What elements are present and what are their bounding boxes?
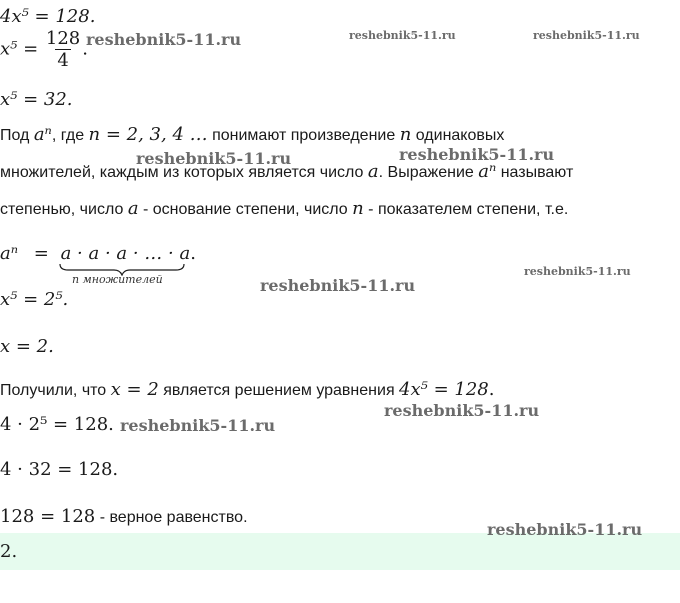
equation-3 <box>0 89 73 110</box>
equation-6 <box>0 414 114 435</box>
eq1-text: 4x⁵ = 128. <box>0 6 96 27</box>
def2-c: . Выражение <box>378 164 479 181</box>
check-b: x = 2 <box>110 379 159 400</box>
eq2-end: . <box>82 38 88 60</box>
watermark: reshebnik5-11.ru <box>487 520 643 539</box>
check-c: является решением уравнения <box>158 382 400 399</box>
def2-e: называют <box>496 164 574 181</box>
def3-e: - показателем степени, т.е. <box>363 201 569 218</box>
equation-8 <box>0 506 248 527</box>
fraction <box>44 28 82 71</box>
check-a: Получили, что <box>0 382 111 399</box>
def1-a: Под <box>0 127 34 144</box>
equation-5 <box>0 336 54 357</box>
def3-d: n <box>352 198 364 219</box>
watermark: reshebnik5-11.ru <box>260 276 416 295</box>
definition-line-1 <box>0 124 504 145</box>
definition-line-3 <box>0 198 568 219</box>
def3-c: - основание степени, число <box>138 201 353 218</box>
watermark: reshebnik5-11.ru <box>399 145 555 164</box>
watermark: reshebnik5-11.ru <box>384 401 540 420</box>
def1-d: n = 2, 3, 4 … <box>88 124 208 145</box>
power-dot: . <box>190 243 196 264</box>
def2-a: множителей, каждым из которых является число <box>0 164 368 181</box>
def3-b: a <box>127 198 139 219</box>
check-e: . <box>488 379 495 400</box>
def1-e: понимают произведение <box>207 127 400 144</box>
eq6-text: 4 · 2⁵ = 128. <box>0 414 114 435</box>
watermark: reshebnik5-11.ru <box>120 416 276 435</box>
eq7-text: 4 · 32 = 128. <box>0 459 119 480</box>
eq8-b: - верное равенство. <box>95 509 248 526</box>
fraction-denominator: 4 <box>57 50 69 71</box>
answer <box>0 541 17 562</box>
watermark: reshebnik5-11.ru <box>533 29 640 42</box>
def3-a: степенью, число <box>0 201 128 218</box>
def2-d: aⁿ <box>478 161 497 182</box>
def1-b: aⁿ <box>33 124 52 145</box>
equation-2 <box>0 28 88 71</box>
def1-f: n <box>399 124 412 145</box>
equation-1 <box>0 6 95 27</box>
equation-4 <box>0 289 68 310</box>
eq4-text: x⁵ = 2⁵. <box>0 289 69 310</box>
watermark: reshebnik5-11.ru <box>524 265 631 278</box>
watermark: reshebnik5-11.ru <box>86 30 242 49</box>
watermark: reshebnik5-11.ru <box>136 149 292 168</box>
def2-b: a <box>367 161 379 182</box>
fraction-numerator: 128 <box>45 28 81 49</box>
answer-text: 2. <box>0 541 18 562</box>
watermark: reshebnik5-11.ru <box>349 29 456 42</box>
underbrace-label: n множителей <box>72 273 163 286</box>
power-lhs: aⁿ <box>0 243 19 264</box>
eq8-a: 128 = 128 <box>0 506 96 527</box>
eq3-text: x⁵ = 32. <box>0 89 73 110</box>
eq5-text: x = 2. <box>0 336 54 357</box>
power-equals: = <box>33 243 49 264</box>
equation-7 <box>0 459 118 480</box>
check-d: 4x⁵ = 128 <box>399 379 489 400</box>
power-definition <box>0 243 196 264</box>
def1-g: одинаковых <box>411 127 505 144</box>
def1-c: , где <box>51 127 89 144</box>
eq2-lhs: x⁵ = <box>0 38 39 60</box>
power-rhs: a · a · a · … · a <box>60 243 191 264</box>
check-line <box>0 379 494 400</box>
